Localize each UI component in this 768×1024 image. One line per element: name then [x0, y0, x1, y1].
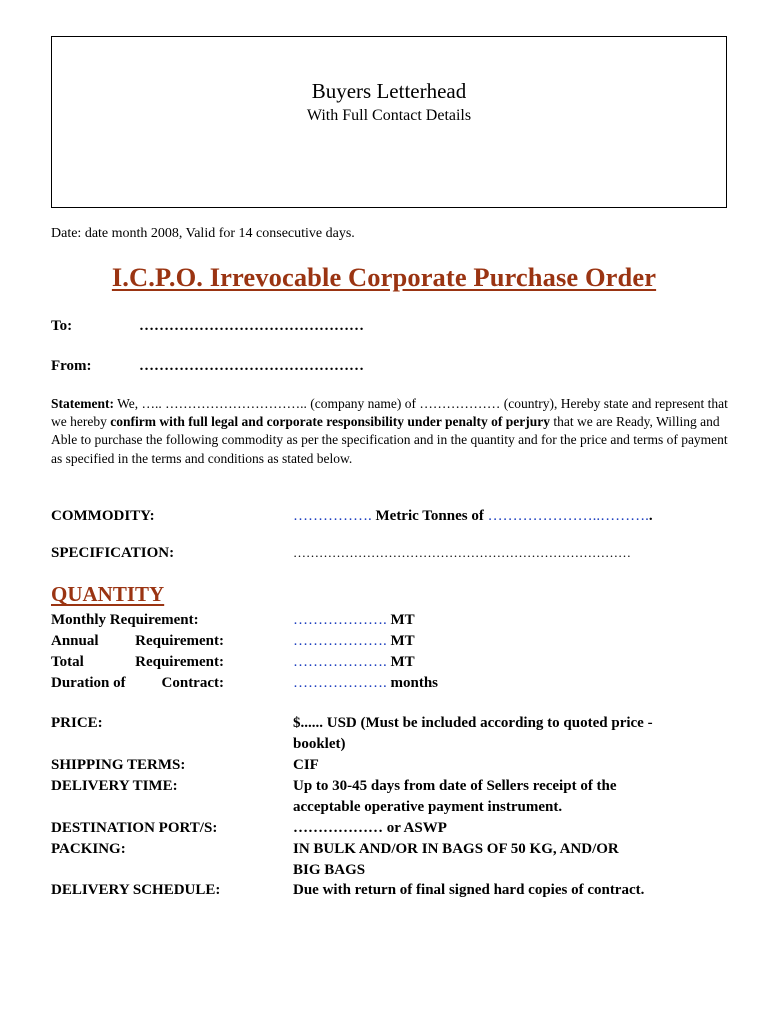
statement-text-2: that we are Ready, Willing and Able to purchase the following commodity as per the specification and in the quantity and for the price and terms of payment as specified in the terms and conditions as stated below. — [51, 414, 728, 466]
duration-of-contract-label — [51, 675, 224, 692]
letterhead-box — [51, 36, 727, 208]
commodity-text: Metric Tonnes of — [371, 508, 488, 524]
to-blank: ……………………………………… — [139, 318, 364, 334]
delivery-schedule-value: Due with return of final signed hard copies of contract. — [293, 882, 645, 898]
monthly-requirement-value — [293, 612, 415, 629]
commodity-blank-1: ……………. — [293, 508, 372, 524]
specification-label: SPECIFICATION: — [51, 545, 175, 561]
price-value: $...... USD (Must be included according to quoted price - booklet) — [293, 715, 653, 752]
annual-requirement-value — [293, 633, 415, 650]
delivery-time-value: Up to 30-45 days from date of Sellers receipt of the acceptable operative payment instrument. — [293, 778, 617, 815]
total-label-word-1: Total — [51, 654, 84, 670]
annual-requirement-label — [51, 633, 224, 650]
monthly-requirement-label: Monthly Requirement: — [51, 612, 199, 628]
commodity-end: . — [648, 508, 653, 524]
quantity-heading: QUANTITY — [51, 582, 165, 606]
annual-label-word-1: Annual — [51, 633, 99, 649]
duration-of-contract-value — [293, 675, 438, 692]
letterhead-subtitle: With Full Contact Details — [306, 107, 472, 124]
statement-text-1: We, ….. ………………………….. (company name) of ……………… (country), Hereby state and represent that we hereby — [51, 396, 728, 430]
packing-label: PACKING: — [51, 841, 126, 857]
destination-port-label: DESTINATION PORT/S: — [51, 820, 218, 836]
order-title: I.C.P.O. Irrevocable Corporate Purchase Order — [111, 262, 657, 292]
statement-label: Statement: — [51, 396, 114, 411]
price-label: PRICE: — [51, 715, 103, 731]
packing-value: IN BULK AND/OR IN BAGS OF 50 KG, AND/OR BIG BAGS — [293, 841, 619, 878]
commodity-value — [293, 508, 653, 525]
statement-bold-text: confirm with full legal and corporate responsibility under penalty of perjury — [110, 414, 550, 430]
total-label-word-2: Requirement: — [135, 654, 224, 670]
total-requirement-label — [51, 654, 224, 671]
annual-label-word-2: Requirement: — [135, 633, 224, 649]
duration-unit: months — [390, 675, 439, 691]
from-blank: ……………………………………… — [139, 358, 364, 374]
delivery-schedule-label: DELIVERY SCHEDULE: — [51, 882, 221, 898]
duration-blank: ………………. — [293, 675, 387, 691]
total-blank: ………………. — [293, 654, 387, 670]
letterhead-title: Buyers Letterhead — [311, 79, 467, 103]
shipping-terms-label: SHIPPING TERMS: — [51, 757, 186, 773]
duration-label-word-2: Contract: — [161, 675, 224, 691]
total-unit: MT — [390, 654, 415, 670]
specification-blank: …………………………………………………………………… — [293, 545, 631, 560]
statement-paragraph — [51, 395, 731, 468]
commodity-label: COMMODITY: — [51, 508, 155, 524]
commodity-blank-2: …………………..………. — [487, 508, 649, 524]
date-line: Date: date month 2008, Valid for 14 consecutive days. — [51, 226, 355, 241]
monthly-blank: ………………. — [293, 612, 387, 628]
shipping-terms-value: CIF — [293, 757, 319, 773]
duration-label-word-1: Duration of — [51, 675, 126, 691]
monthly-unit: MT — [390, 612, 415, 628]
annual-blank: ………………. — [293, 633, 387, 649]
total-requirement-value — [293, 654, 415, 671]
to-label: To: — [51, 318, 73, 334]
delivery-time-label: DELIVERY TIME: — [51, 778, 178, 794]
annual-unit: MT — [390, 633, 415, 649]
destination-port-value: ……………… or ASWP — [293, 820, 447, 836]
from-label: From: — [51, 358, 92, 374]
